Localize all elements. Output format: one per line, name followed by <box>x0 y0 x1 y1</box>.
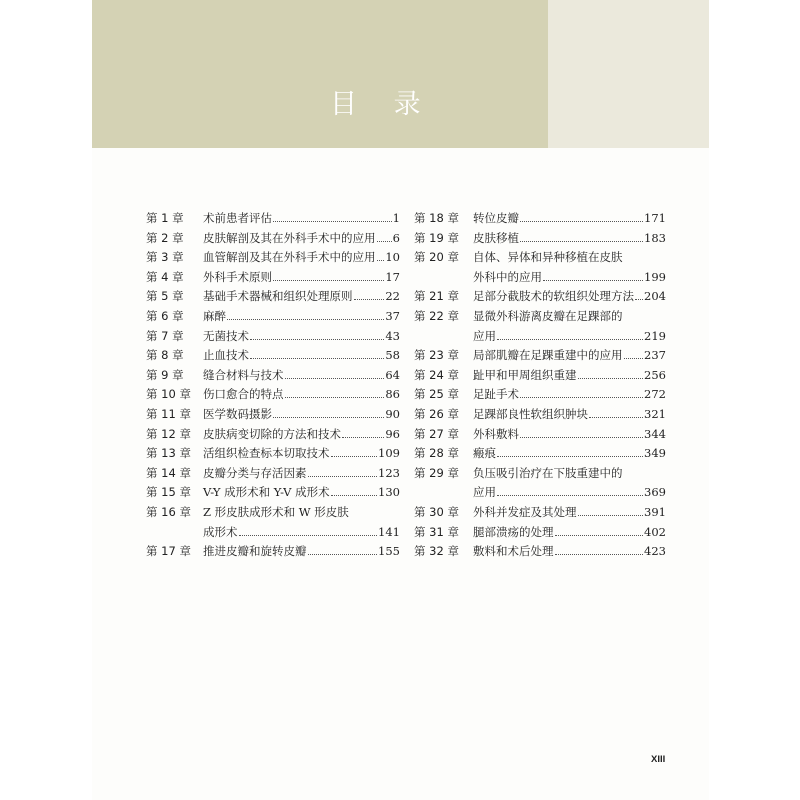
chapter-title: 无菌技术 <box>203 328 249 343</box>
dot-leader <box>308 467 378 477</box>
chapter-title: 外科手术原则 <box>203 269 272 284</box>
chapter-title: V-Y 成形术和 Y-V 成形术 <box>203 485 330 500</box>
dot-leader <box>497 330 643 340</box>
toc-entry-line <box>473 523 666 543</box>
chapter-title: 皮肤解剖及其在外科手术中的应用 <box>203 230 376 245</box>
toc-entry-line <box>203 542 400 562</box>
page-ref: 141 <box>378 524 400 539</box>
chapter-number: 第 21 章 <box>414 289 459 304</box>
toc-entry-line <box>203 444 400 464</box>
chapter-title: 皮瓣分类与存活因素 <box>203 465 307 480</box>
page-ref: 272 <box>644 387 666 402</box>
toc-entry[interactable] <box>414 307 666 346</box>
chapter-number: 第 3 章 <box>146 250 184 265</box>
toc-entry-line <box>473 385 666 405</box>
toc-entry[interactable] <box>146 209 400 229</box>
toc-entry-line <box>203 248 400 268</box>
page-ref: 130 <box>378 485 400 500</box>
toc-entry-line <box>203 523 400 543</box>
toc-entry[interactable] <box>146 248 400 268</box>
page-ref: 64 <box>385 367 400 382</box>
chapter-title: 皮肤病变切除的方法和技术 <box>203 426 341 441</box>
page-ref: 219 <box>644 328 666 343</box>
toc-entry-line <box>473 248 666 268</box>
dot-leader <box>520 388 643 398</box>
toc-entry-line <box>203 385 400 405</box>
toc-entry[interactable] <box>146 405 400 425</box>
chapter-number: 第 30 章 <box>414 504 459 519</box>
page-ref: 423 <box>644 544 666 559</box>
toc-entry-line <box>203 346 400 366</box>
chapter-number: 第 20 章 <box>414 250 459 265</box>
chapter-title: 自体、异体和异种移植在皮肤 <box>473 250 623 265</box>
dot-leader <box>497 447 643 457</box>
page-ref: 402 <box>644 524 666 539</box>
dot-leader <box>273 408 384 418</box>
toc-entry-line <box>203 268 400 288</box>
page-ref: 349 <box>644 446 666 461</box>
header-band-light <box>548 0 709 148</box>
chapter-title: Z 形皮肤成形术和 W 形皮肤 <box>203 504 349 519</box>
chapter-title: 敷料和术后处理 <box>473 544 554 559</box>
toc-entry-line <box>473 209 666 229</box>
dot-leader <box>273 271 384 281</box>
chapter-title: 足踝部良性软组织肿块 <box>473 406 588 421</box>
dot-leader <box>285 388 385 398</box>
dot-leader <box>497 486 643 496</box>
dot-leader <box>555 545 644 555</box>
dot-leader <box>331 486 377 496</box>
chapter-number: 第 25 章 <box>414 387 459 402</box>
chapter-number: 第 12 章 <box>146 426 191 441</box>
toc-entry[interactable] <box>146 307 400 327</box>
toc-entry-line <box>203 503 400 523</box>
page-ref: 237 <box>644 348 666 363</box>
dot-leader <box>635 290 643 300</box>
page-ref: 171 <box>644 211 666 225</box>
chapter-title: 伤口愈合的特点 <box>203 387 284 402</box>
toc-entry-line <box>203 405 400 425</box>
toc-entry[interactable] <box>146 444 400 464</box>
dot-leader <box>250 349 384 359</box>
chapter-number: 第 9 章 <box>146 367 184 382</box>
toc-entry[interactable] <box>414 405 666 425</box>
chapter-number: 第 18 章 <box>414 211 459 225</box>
chapter-number: 第 16 章 <box>146 504 191 519</box>
page-ref: 199 <box>644 269 666 284</box>
dot-leader <box>624 349 644 359</box>
chapter-title: 足趾手术 <box>473 387 519 402</box>
chapter-title: 局部肌瓣在足踝重建中的应用 <box>473 348 623 363</box>
chapter-title: 基础手术器械和组织处理原则 <box>203 289 353 304</box>
toc-entry[interactable] <box>414 209 666 229</box>
chapter-title: 负压吸引治疗在下肢重建中的 <box>473 465 623 480</box>
dot-leader <box>578 506 644 516</box>
chapter-title: 麻醉 <box>203 308 226 323</box>
dot-leader <box>520 232 643 242</box>
chapter-title: 外科并发症及其处理 <box>473 504 577 519</box>
dot-leader <box>520 212 643 222</box>
chapter-number: 第 11 章 <box>146 406 191 421</box>
chapter-number: 第 2 章 <box>146 230 184 245</box>
chapter-number: 第 29 章 <box>414 465 459 480</box>
toc-entry[interactable] <box>146 287 400 307</box>
toc-entry-line <box>203 464 400 484</box>
toc-entry[interactable] <box>414 385 666 405</box>
toc-entry-line <box>473 346 666 366</box>
chapter-number: 第 13 章 <box>146 446 191 461</box>
header-band <box>92 0 548 148</box>
toc-entry[interactable] <box>146 425 400 445</box>
dot-leader <box>589 408 643 418</box>
toc-entry-line <box>203 366 400 386</box>
chapter-number: 第 5 章 <box>146 289 184 304</box>
chapter-title: 推进皮瓣和旋转皮瓣 <box>203 544 307 559</box>
page-ref: 123 <box>378 465 400 480</box>
page-ref: 43 <box>385 328 400 343</box>
chapter-title: 足部分截肢术的软组织处理方法 <box>473 289 634 304</box>
toc-entry-line <box>203 307 400 327</box>
toc-entry[interactable] <box>146 229 400 249</box>
toc-entry[interactable] <box>414 523 666 543</box>
chapter-number: 第 28 章 <box>414 446 459 461</box>
chapter-number: 第 24 章 <box>414 367 459 382</box>
chapter-title: 术前患者评估 <box>203 211 272 225</box>
page-ref: 17 <box>385 269 400 284</box>
page-ref: 256 <box>644 367 666 382</box>
toc-entry[interactable] <box>414 248 666 287</box>
toc-entry-line <box>473 405 666 425</box>
page-ref: 369 <box>644 485 666 500</box>
toc-entry[interactable] <box>414 542 666 562</box>
toc-entry[interactable] <box>146 464 400 484</box>
page-ref: 58 <box>385 348 400 363</box>
chapter-title: 外科敷料 <box>473 426 519 441</box>
toc-entry[interactable] <box>146 268 400 288</box>
chapter-number: 第 27 章 <box>414 426 459 441</box>
toc-entry-line <box>473 425 666 445</box>
dot-leader <box>342 428 384 438</box>
chapter-number: 第 7 章 <box>146 328 184 343</box>
chapter-title: 瘢痕 <box>473 446 496 461</box>
toc-entry-line <box>203 287 400 307</box>
toc-entry-line <box>203 327 400 347</box>
toc-entry-line <box>203 425 400 445</box>
dot-leader <box>273 212 392 222</box>
dot-leader <box>308 545 378 555</box>
toc-entry[interactable] <box>146 385 400 405</box>
toc-entry-line <box>473 444 666 464</box>
chapter-title: 显微外科游离皮瓣在足踝部的 <box>473 308 623 323</box>
dot-leader <box>543 271 643 281</box>
chapter-title: 应用 <box>473 328 496 343</box>
chapter-title: 成形术 <box>203 524 238 539</box>
toc-entry[interactable] <box>414 346 666 366</box>
chapter-title: 活组织检查标本切取技术 <box>203 446 330 461</box>
page-ref: 109 <box>378 446 400 461</box>
chapter-title: 腿部溃疡的处理 <box>473 524 554 539</box>
chapter-number: 第 4 章 <box>146 269 184 284</box>
chapter-number: 第 17 章 <box>146 544 191 559</box>
chapter-number: 第 23 章 <box>414 348 459 363</box>
page-ref: 6 <box>392 230 400 245</box>
page-ref: 391 <box>644 504 666 519</box>
toc-entry[interactable] <box>414 444 666 464</box>
chapter-number: 第 6 章 <box>146 308 184 323</box>
page-ref: 183 <box>644 230 666 245</box>
dot-leader <box>285 369 385 379</box>
chapter-number: 第 26 章 <box>414 406 459 421</box>
chapter-title: 皮肤移植 <box>473 230 519 245</box>
dot-leader <box>578 369 644 379</box>
page-ref: 90 <box>385 406 400 421</box>
page-ref: 321 <box>644 406 666 421</box>
page-ref: 37 <box>385 308 400 323</box>
chapter-number: 第 1 章 <box>146 211 184 225</box>
toc-entry-line <box>203 229 400 249</box>
page-ref: 344 <box>644 426 666 441</box>
toc-entry[interactable] <box>146 346 400 366</box>
toc-entry-line <box>203 483 400 503</box>
toc-entry-line <box>473 503 666 523</box>
toc-entry[interactable] <box>146 503 400 542</box>
chapter-title: 止血技术 <box>203 348 249 363</box>
page-ref: 96 <box>385 426 400 441</box>
page-ref: 10 <box>385 250 400 265</box>
page-ref: 22 <box>385 289 400 304</box>
toc-entry[interactable] <box>414 503 666 523</box>
dot-leader <box>354 290 385 300</box>
toc-entry-line <box>473 287 666 307</box>
toc-entry-line <box>473 327 666 347</box>
toc-entry-line <box>473 229 666 249</box>
chapter-number: 第 32 章 <box>414 544 459 559</box>
toc-column-right <box>414 209 666 562</box>
page-ref: 86 <box>385 387 400 402</box>
chapter-number: 第 31 章 <box>414 524 459 539</box>
chapter-number: 第 8 章 <box>146 348 184 363</box>
toc-entry[interactable] <box>414 464 666 503</box>
dot-leader <box>250 330 384 340</box>
dot-leader <box>520 428 643 438</box>
chapter-number: 第 19 章 <box>414 230 459 245</box>
chapter-title: 应用 <box>473 485 496 500</box>
toc-entry[interactable] <box>146 327 400 347</box>
toc-entry-line <box>473 366 666 386</box>
page-ref: 204 <box>644 289 666 304</box>
chapter-number: 第 10 章 <box>146 387 191 402</box>
page-title: 目 录 <box>330 89 435 120</box>
chapter-number: 第 14 章 <box>146 465 191 480</box>
dot-leader <box>227 310 384 320</box>
chapter-title: 转位皮瓣 <box>473 211 519 225</box>
toc-entry[interactable] <box>414 425 666 445</box>
toc-entry-line <box>473 483 666 503</box>
dot-leader <box>555 526 644 536</box>
chapter-title: 外科中的应用 <box>473 269 542 284</box>
page-ref: 155 <box>378 544 400 559</box>
toc-entry[interactable] <box>414 287 666 307</box>
toc-entry[interactable] <box>146 542 400 562</box>
toc-entry[interactable] <box>414 366 666 386</box>
dot-leader <box>377 251 385 261</box>
page-ref: 1 <box>392 211 400 225</box>
toc-entry[interactable] <box>146 483 400 503</box>
dot-leader <box>239 526 378 536</box>
toc-entry-line <box>473 268 666 288</box>
toc-entry-line <box>473 464 666 484</box>
chapter-title: 趾甲和甲周组织重建 <box>473 367 577 382</box>
toc-entry-line <box>473 542 666 562</box>
chapter-number: 第 22 章 <box>414 308 459 323</box>
toc-entry-line <box>203 209 400 229</box>
chapter-title: 血管解剖及其在外科手术中的应用 <box>203 250 376 265</box>
page-number: XIII <box>651 754 666 765</box>
dot-leader <box>331 447 378 457</box>
chapter-number: 第 15 章 <box>146 485 191 500</box>
chapter-title: 缝合材料与技术 <box>203 367 284 382</box>
dot-leader <box>377 232 392 242</box>
toc-column-left <box>146 209 400 562</box>
toc-entry[interactable] <box>414 229 666 249</box>
toc-entry[interactable] <box>146 366 400 386</box>
toc-entry-line <box>473 307 666 327</box>
chapter-title: 医学数码摄影 <box>203 406 272 421</box>
